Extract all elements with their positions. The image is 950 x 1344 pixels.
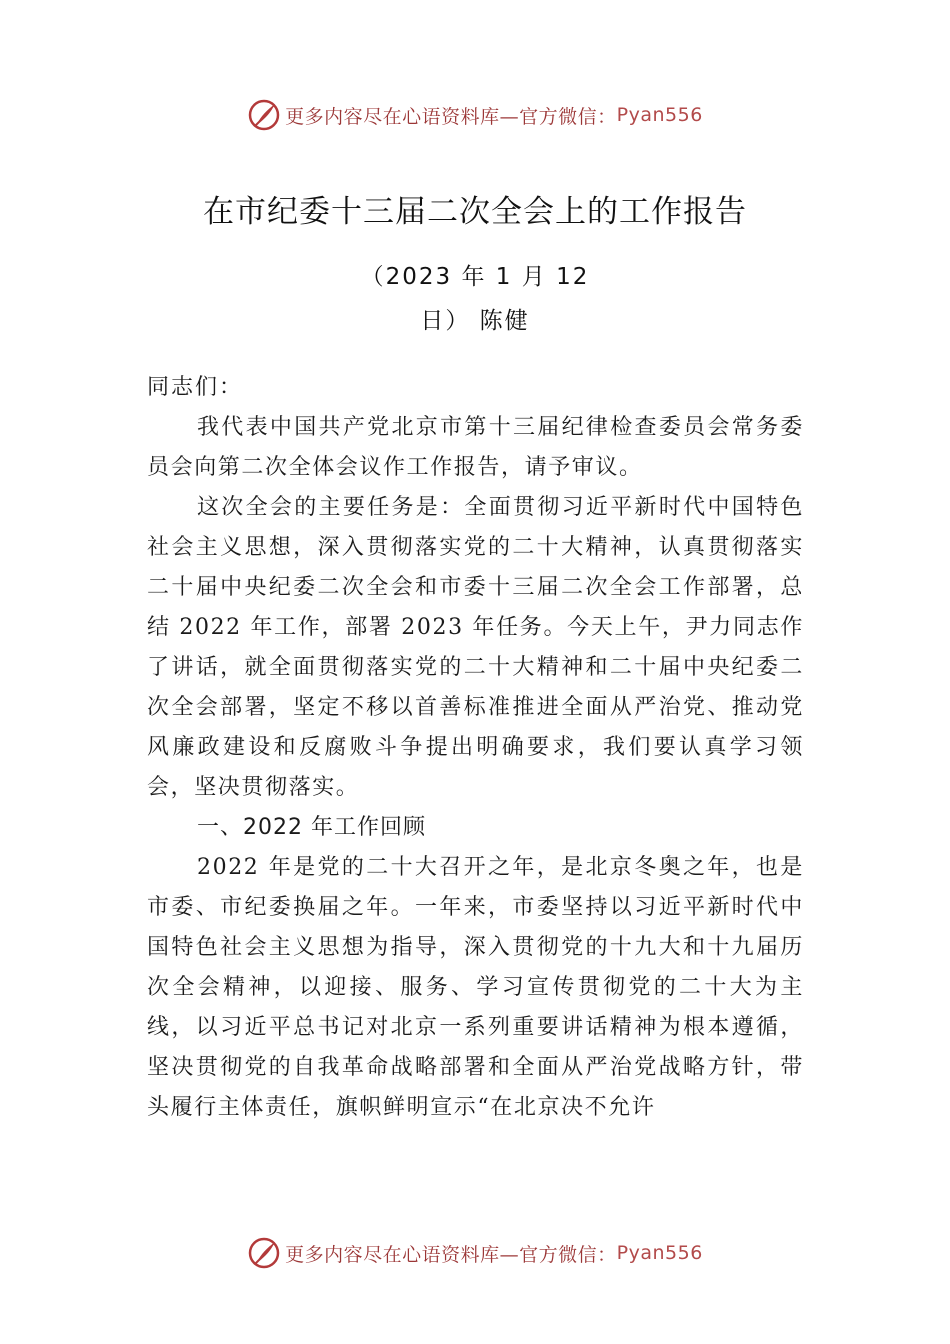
banner-wechat-id: Pyan556	[616, 1242, 703, 1264]
quill-pen-logo-icon	[247, 1236, 281, 1270]
banner-wechat-id: Pyan556	[616, 104, 703, 126]
greeting: 同志们：	[147, 375, 244, 400]
footer-watermark-banner	[0, 1233, 950, 1273]
banner-text: 更多内容尽在心语资料库—官方微信：	[285, 1243, 617, 1266]
header-watermark-banner	[0, 95, 950, 135]
section-1-paragraph: 2022 年是党的二十大召开之年，是北京冬奥之年，也是市委、市纪委换届之年。一年来，市委坚持以习近平新时代中国特色社会主义思想为指导，深入贯彻党的十九大和十九届历次全会精神，以迎接、服务、学习宣传贯彻党的二十大为主线，以习近平总书记对北京一系列重要讲话精神为根本遵循，坚决贯彻党的自我革命战略部署和全面从严治党战略方针，带头履行主体责任，旗帜鲜明宣示“在北京决不允许	[147, 855, 804, 1120]
paragraph-1: 我代表中国共产党北京市第十三届纪律检查委员会常务委员会向第二次全体会议作工作报告，请予审议。	[147, 415, 804, 480]
section-heading-1: 一、2022 年工作回顾	[197, 815, 426, 840]
document-body	[147, 368, 804, 1128]
quill-pen-logo-icon	[247, 98, 281, 132]
banner-text: 更多内容尽在心语资料库—官方微信：	[285, 105, 617, 128]
document-title: 在市纪委十三届二次全会上的工作报告	[203, 194, 747, 230]
paragraph-2: 这次全会的主要任务是：全面贯彻习近平新时代中国特色社会主义思想，深入贯彻落实党的二十大精神，认真贯彻落实二十届中央纪委二次全会和市委十三届二次全会工作部署，总结 2022 年工作，部署 2023 年任务。今天上午，尹力同志作了讲话，就全面贯彻落实党的二十大精神和二十届中央纪委二次全会部署，坚定不移以首善标准推进全面从严治党、推动党风廉政建设和反腐败斗争提出明确要求，我们要认真学习领会，坚决贯彻落实。	[147, 495, 804, 800]
document-date-line-1: （2023 年 1 月 12	[360, 264, 590, 290]
document-date-author-line: 日） 陈健	[420, 308, 530, 334]
